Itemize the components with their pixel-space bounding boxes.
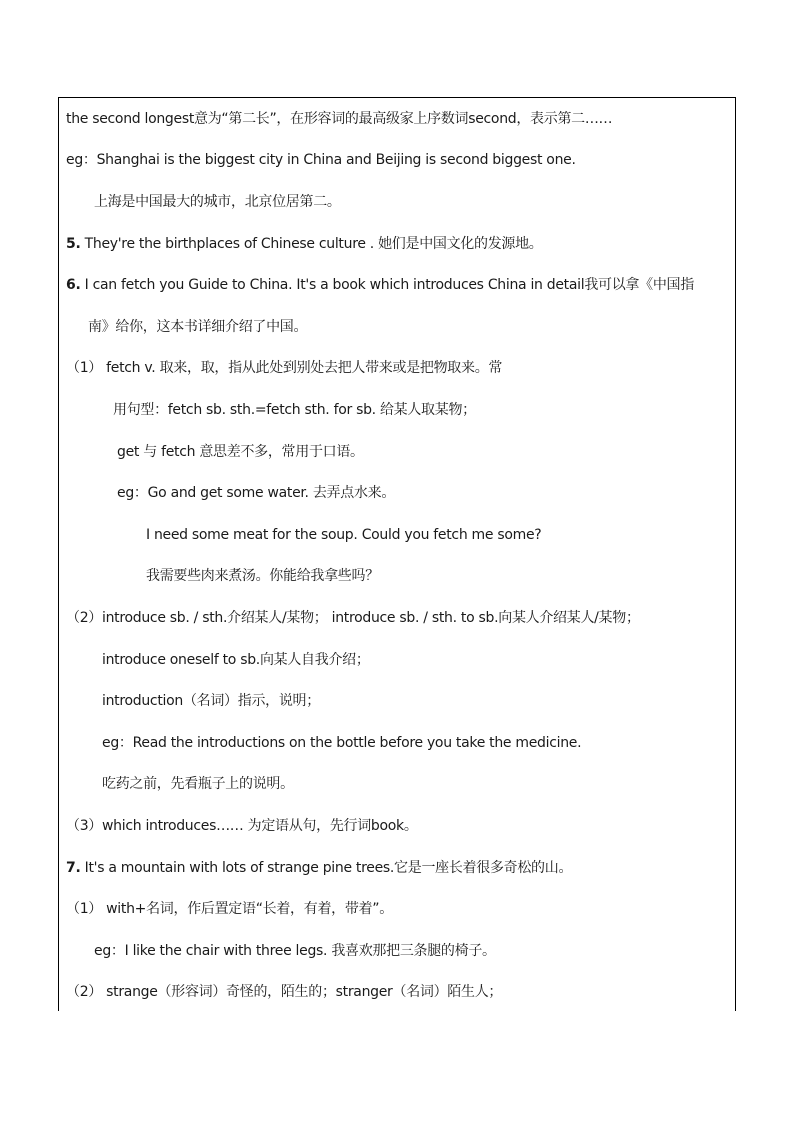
text-line: eg：Go and get some water. 去弄点水来。 (117, 485, 396, 501)
text-line: introduction（名词）指示，说明； (102, 693, 320, 709)
text-line: eg：I like the chair with three legs. 我喜欢那把三条腿的椅子。 (94, 943, 496, 959)
text-line: eg：Shanghai is the biggest city in China and Beijing is second biggest one. (66, 152, 576, 168)
text-line: （2）introduce sb. / sth.介绍某人/某物； introduce sb. / sth. to sb.向某人介绍某人/某物； (66, 610, 640, 626)
text-line: （1） with+名词，作后置定语“长着，有着，带着”。 (66, 901, 393, 917)
text-line: （3）which introduces…… 为定语从句，先行词book。 (66, 818, 418, 834)
item-number: 7. (66, 860, 81, 876)
text-line: eg：Read the introductions on the bottle before you take the medicine. (102, 735, 582, 751)
numbered-item: 6. I can fetch you Guide to China. It's a book which introduces China in detail我可以拿《中国指 (66, 277, 694, 293)
text-line: the second longest意为“第二长”，在形容词的最高级家上序数词second，表示第二…… (66, 111, 613, 127)
numbered-item: 5. They're the birthplaces of Chinese culture . 她们是中国文化的发源地。 (66, 236, 543, 252)
text-line: （2） strange（形容词）奇怪的，陌生的；stranger（名词）陌生人； (66, 984, 503, 1000)
numbered-item: 7. It's a mountain with lots of strange pine trees.它是一座长着很多奇松的山。 (66, 860, 573, 876)
text-line: 我需要些肉来煮汤。你能给我拿些吗？ (146, 568, 379, 584)
text-line: I need some meat for the soup. Could you fetch me some? (146, 527, 542, 543)
item-number: 5. (66, 236, 81, 252)
text-line: get 与 fetch 意思差不多，常用于口语。 (117, 444, 364, 460)
text-line: 吃药之前，先看瓶子上的说明。 (102, 776, 294, 792)
text-line: introduce oneself to sb.向某人自我介绍； (102, 652, 370, 668)
item-number: 6. (66, 277, 81, 293)
text-line: 用句型：fetch sb. sth.=fetch sth. for sb. 给某人取某物； (113, 402, 476, 418)
text-line: （1） fetch v. 取来，取，指从此处到别处去把人带来或是把物取来。常 (66, 360, 503, 376)
text-line: 南》给你，这本书详细介绍了中国。 (88, 319, 308, 335)
text-line: 上海是中国最大的城市，北京位居第二。 (94, 194, 341, 210)
